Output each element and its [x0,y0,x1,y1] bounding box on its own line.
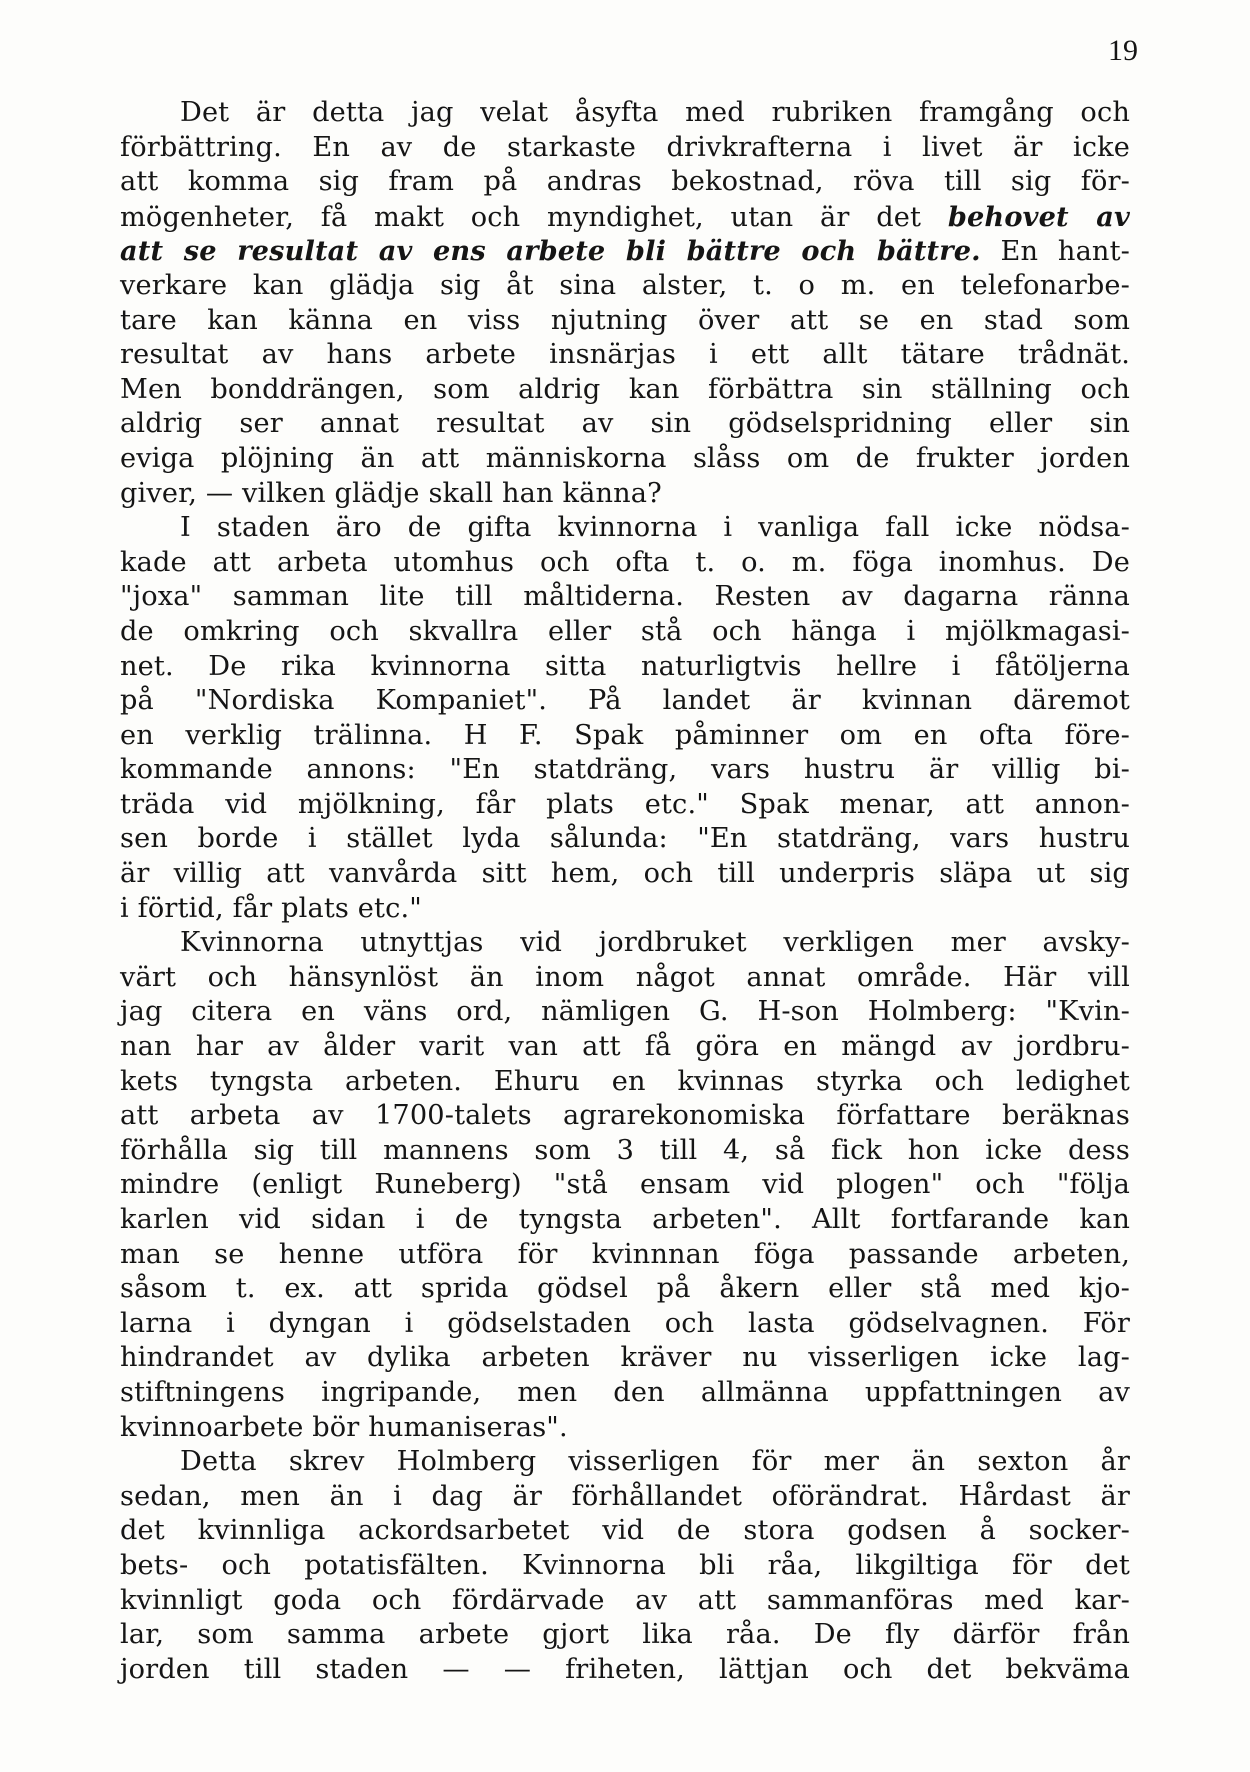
text-line: träda vid mjölkning, får plats etc." Spak menar, att annon- [120,788,1130,820]
text-line: bets- och potatisfälten. Kvinnorna bli råa, likgiltiga för det [120,1549,1130,1581]
text-line: nan har av ålder varit van att få göra en mängd av jordbru- [120,1031,1130,1063]
text-line: karlen vid sidan i de tyngsta arbeten". Allt fortfarande kan [120,1204,1130,1235]
text-line: värt och hänsynlöst än inom något annat område. Här vill [120,961,1130,993]
page-number: 19 [1108,34,1138,67]
text-line: Men bonddrängen, som aldrig kan förbättra sin ställning och [120,373,1130,405]
text-line: i förtid, får plats etc." [120,892,422,924]
text-line: att komma sig fram på andras bekostnad, röva till sig för- [120,166,1130,198]
text-line: eviga plöjning än att människorna slåss om de frukter jorden [120,442,1130,474]
text-line: hindrandet av dylika arbeten kräver nu visserligen icke lag- [120,1342,1130,1374]
text-line: förbättring. En av de starkaste drivkrafterna i livet är icke [120,131,1130,163]
text-line: såsom t. ex. att sprida gödsel på åkern eller stå med kjo- [120,1273,1130,1305]
text-line: förhålla sig till mannens som 3 till 4, så fick hon icke dess [120,1134,1130,1166]
text-line: I staden äro de gifta kvinnorna i vanliga fall icke nödsa- [180,512,1130,544]
text-line: kvinnoarbete bör humaniseras". [120,1411,568,1443]
text-segment: mögenheter, få makt och myndighet, utan är det [120,201,948,233]
text-line: larna i dyngan i gödselstaden och lasta gödselvagnen. För [120,1307,1130,1339]
text-line: aldrig ser annat resultat av sin gödselspridning eller sin [120,408,1130,440]
body-text [120,96,1130,1687]
text-line: på "Nordiska Kompaniet". På landet är kvinnan däremot [120,685,1130,717]
text-line: kommande annons: "En statdräng, vars hustru är villig bi- [120,754,1130,786]
text-line: lar, som samma arbete gjort lika råa. De fly därför från [120,1619,1130,1651]
text-line: kvinnligt goda och fördärvade av att sammanföras med kar- [120,1584,1130,1616]
text-line: att arbeta av 1700-talets agrarekonomiska författare beräknas [120,1100,1130,1132]
paragraph-3 [120,926,1130,1445]
text-segment: En hant- [980,236,1130,268]
text-line: jag citera en väns ord, nämligen G. H-son Holmberg: "Kvin- [120,996,1130,1028]
paragraph-2 [120,511,1130,926]
text-line-emphasis [120,234,1130,269]
text-line: jorden till staden — — friheten, lättjan och det bekväma [120,1653,1130,1685]
text-line: man se henne utföra för kvinnnan föga passande arbeten, [120,1238,1130,1270]
text-line: en verklig trälinna. H F. Spak påminner om en ofta före- [120,719,1130,751]
paragraph-1 [120,96,1130,511]
emphasized-text: att se resultat av ens arbete bli bättre och bättre. [120,235,981,268]
text-line: det kvinnliga ackordsarbetet vid de stora godsen å socker- [120,1515,1130,1547]
text-line: stiftningens ingripande, men den allmänna uppfattningen av [120,1376,1130,1408]
text-line: sedan, men än i dag är förhållandet oförändrat. Hårdast är [120,1480,1130,1512]
text-line: verkare kan glädja sig åt sina alster, t. o m. en telefonarbe- [120,269,1130,301]
text-line: Det är detta jag velat åsyfta med rubriken framgång och [180,97,1130,128]
paragraph-4 [120,1445,1130,1687]
text-line: kets tyngsta arbeten. Ehuru en kvinnas styrka och ledighet [120,1065,1130,1097]
text-line: mindre (enligt Runeberg) "stå ensam vid plogen" och "följa [120,1169,1130,1201]
text-line: giver, — vilken glädje skall han känna? [120,477,662,509]
text-line: kade att arbeta utomhus och ofta t. o. m. föga inomhus. De [120,546,1130,578]
text-line: är villig att vanvårda sitt hem, och till underpris släpa ut sig [120,858,1130,890]
text-line-emphasis-start [120,200,1130,235]
text-line: Detta skrev Holmberg visserligen för mer än sexton år [180,1446,1130,1478]
text-line: "joxa" samman lite till måltiderna. Resten av dagarna ränna [120,581,1130,613]
text-line: de omkring och skvallra eller stå och hänga i mjölkmagasi- [120,615,1130,647]
text-line: tare kan känna en viss njutning över att se en stad som [120,304,1130,336]
emphasized-text: behovet av [947,200,1130,233]
text-line: net. De rika kvinnorna sitta naturligtvis hellre i fåtöljerna [120,650,1130,682]
text-line: resultat av hans arbete insnärjas i ett allt tätare trådnät. [120,339,1130,371]
text-line: sen borde i stället lyda sålunda: "En statdräng, vars hustru [120,823,1130,855]
text-line: Kvinnorna utnyttjas vid jordbruket verkligen mer avsky- [180,927,1130,959]
